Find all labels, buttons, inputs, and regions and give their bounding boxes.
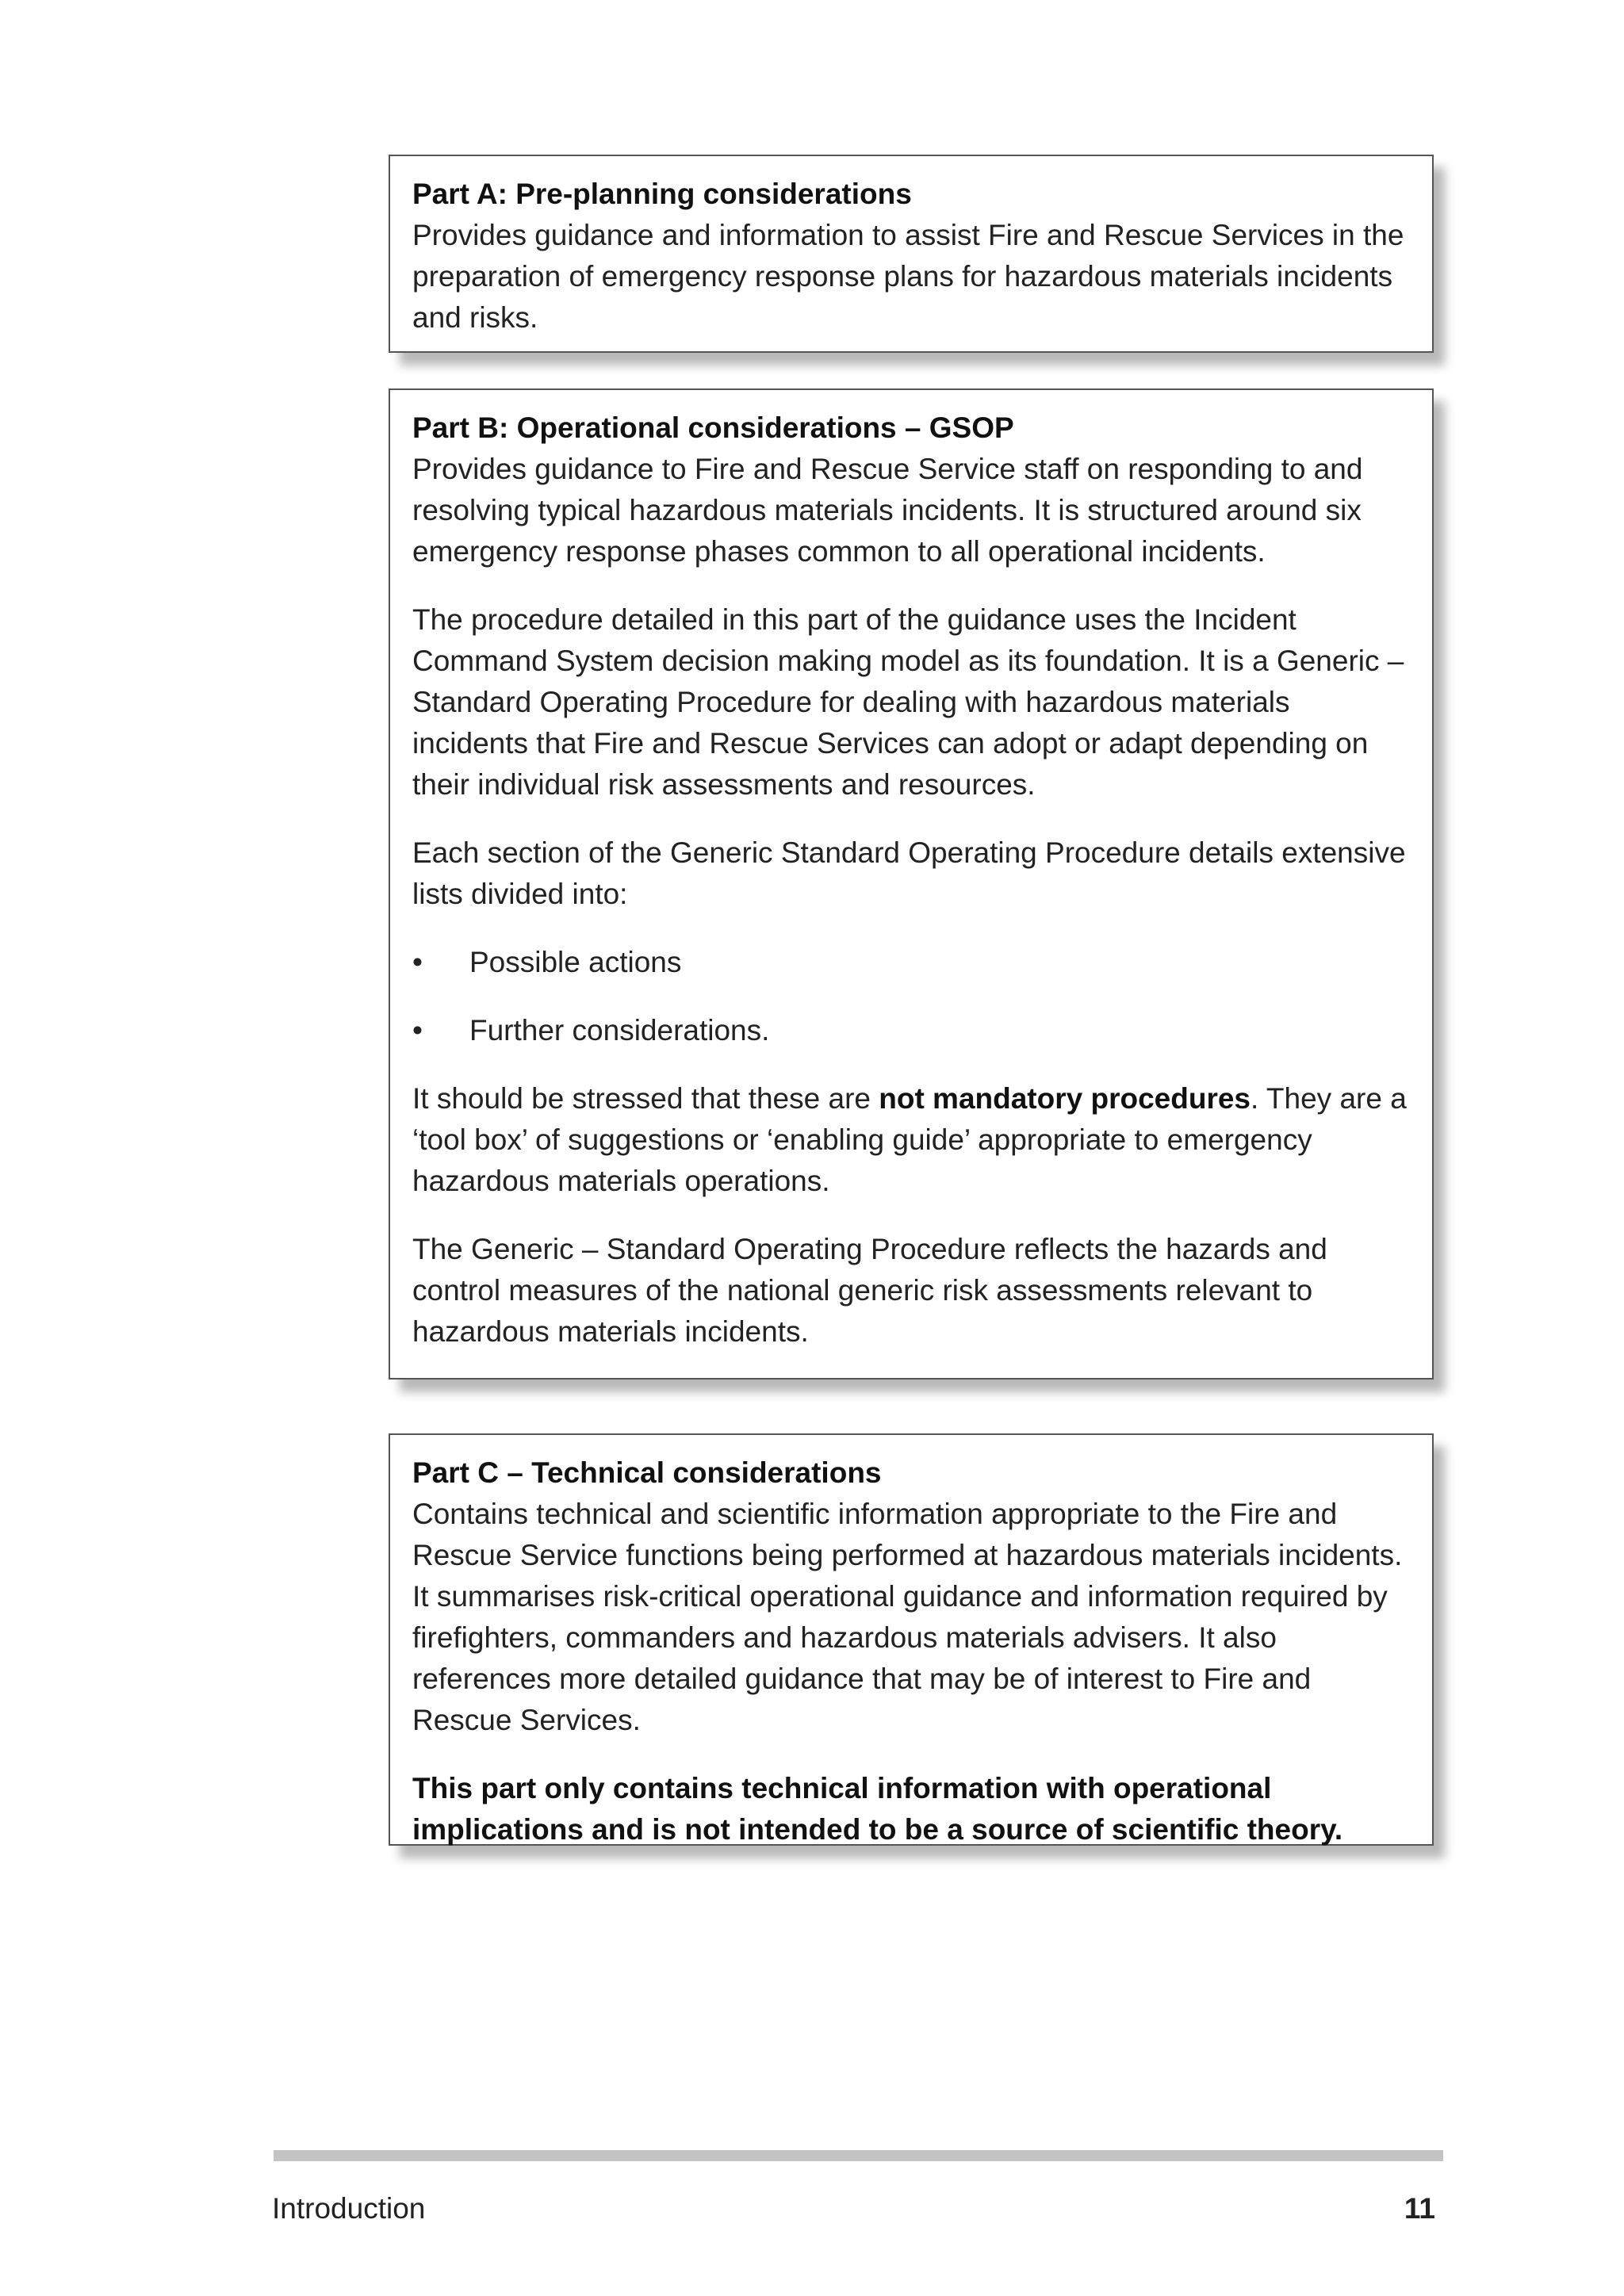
part-c-paragraph-2: This part only contains technical information with operational implications and is not intended to be a source of scientific theory. — [412, 1772, 1343, 1846]
part-a-title: Part A: Pre-planning considerations — [412, 178, 912, 210]
bullet-item — [412, 1010, 1411, 1051]
bullet-dot-icon: • — [412, 946, 423, 978]
part-b-paragraph-2: The procedure detailed in this part of the guidance uses the Incident Command System decision making model as its foundation. It is a Generic – Standard Operating Procedure for dealing with hazardous materials incidents that Fire and Rescue Services can adopt or adapt depending on their individual risk assessments and resources. — [412, 603, 1404, 801]
part-b-paragraph-1: Provides guidance to Fire and Rescue Service staff on responding to and resolving typical hazardous materials incidents. It is structured around six emergency response phases common to all operational incidents. — [412, 453, 1363, 568]
bullet-dot-icon: • — [412, 1014, 423, 1047]
part-a-text: Provides guidance and information to assist Fire and Rescue Services in the preparation of emergency response plans for hazardous materials incidents and risks. — [412, 219, 1404, 334]
part-b-paragraph-4 — [412, 1078, 1411, 1202]
part-b-bullet-list — [412, 942, 1411, 1051]
bullet-item-text: Possible actions — [469, 946, 682, 978]
bullet-item-text: Further considerations. — [469, 1014, 770, 1047]
part-b-paragraph-4-start: It should be stressed that these are — [412, 1082, 879, 1115]
page-number: 11 — [1404, 2192, 1435, 2225]
part-b-paragraph-4-end: . They are a ‘tool box’ of suggestions or ‘enabling guide’ appropriate to emergency hazardous materials operations. — [412, 1082, 1407, 1197]
footer-rule — [274, 2150, 1443, 2161]
part-b-paragraph-3: Each section of the Generic Standard Operating Procedure details extensive lists divided into: — [412, 836, 1406, 910]
part-c-box — [389, 1433, 1434, 1846]
footer-section-name: Introduction — [272, 2192, 426, 2225]
bullet-item — [412, 942, 1411, 983]
part-c-paragraph-1: Contains technical and scientific information appropriate to the Fire and Rescue Service functions being performed at hazardous materials incidents. It summarises risk-critical operational guidance and information required by firefighters, commanders and hazardous materials advisers. It also references more detailed guidance that may be of interest to Fire and Rescue Services. — [412, 1498, 1403, 1736]
part-b-title: Part B: Operational considerations – GSOP — [412, 411, 1014, 444]
part-c-title: Part C – Technical considerations — [412, 1456, 882, 1489]
part-b-paragraph-5: The Generic – Standard Operating Procedure reflects the hazards and control measures of the national generic risk assessments relevant to hazardous materials incidents. — [412, 1233, 1327, 1348]
part-b-box — [389, 388, 1434, 1380]
part-a-box — [389, 155, 1434, 353]
not-mandatory-emphasis: not mandatory procedures — [879, 1082, 1251, 1115]
